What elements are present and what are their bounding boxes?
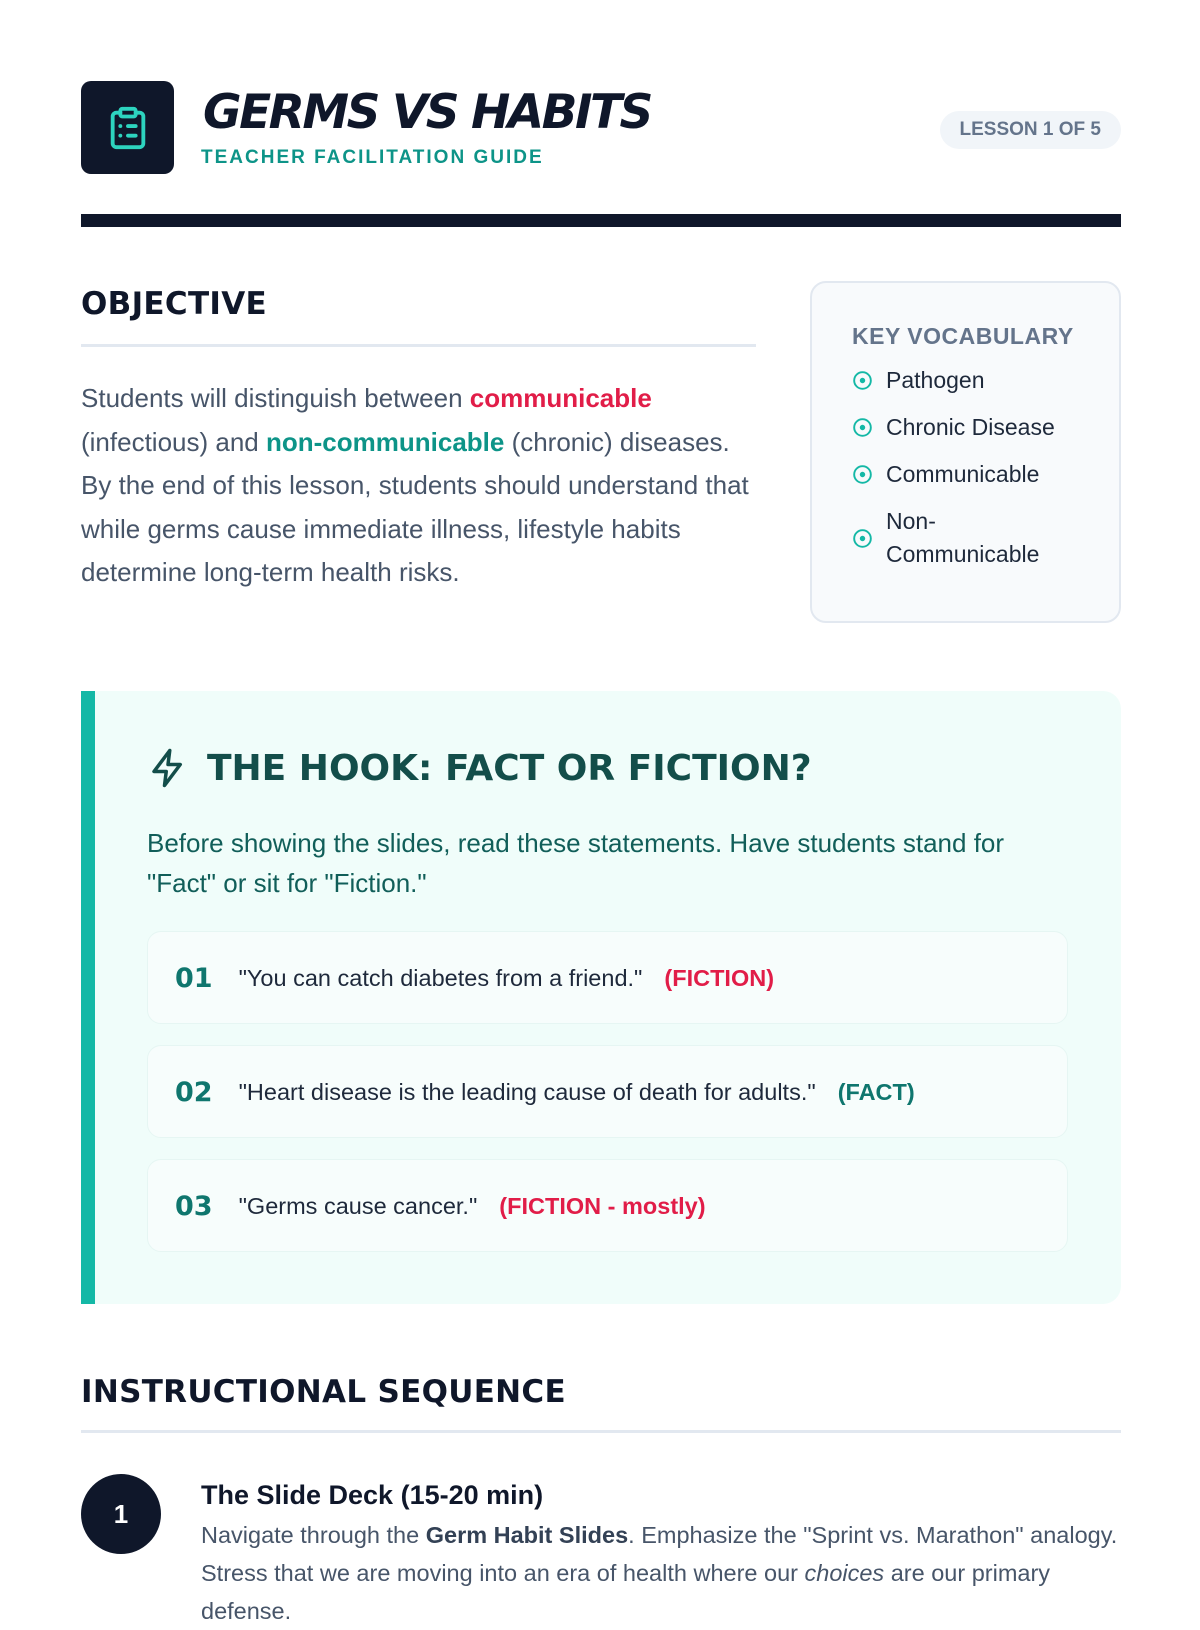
step-number-badge: 1 [81, 1474, 161, 1554]
hook-header [147, 747, 812, 789]
hook-title: THE HOOK: FACT OR FICTION? [207, 747, 812, 789]
header-divider [81, 214, 1121, 227]
vocabulary-item [852, 505, 1089, 571]
hook-section [81, 691, 1121, 1304]
key-vocabulary-card [810, 281, 1121, 623]
statement-text: "Heart disease is the leading cause of death for adults." [238, 1079, 816, 1105]
statement-number: 01 [175, 963, 213, 994]
lesson-badge: LESSON 1 OF 5 [940, 111, 1121, 149]
clipboard-list-icon [105, 105, 151, 151]
vocabulary-term: Pathogen [886, 367, 985, 393]
page-header [81, 81, 1121, 175]
target-circle-icon [852, 417, 873, 438]
step-text-part: Navigate through the [201, 1522, 426, 1548]
lightning-bolt-icon [147, 747, 189, 789]
logo-box [81, 81, 174, 174]
statement-verdict: (FACT) [837, 1079, 915, 1105]
choices-emphasis: choices [804, 1560, 885, 1586]
communicable-highlight: communicable [469, 383, 652, 413]
objective-text [81, 377, 756, 595]
target-circle-icon [852, 528, 873, 549]
vocabulary-heading: KEY VOCABULARY [852, 323, 1074, 349]
vocabulary-item [852, 411, 1089, 444]
statement-card [147, 1159, 1068, 1252]
step-description [201, 1516, 1121, 1630]
step-title: The Slide Deck (15-20 min) [201, 1480, 544, 1510]
statement-card [147, 931, 1068, 1024]
germ-habit-slides-emphasis: Germ Habit Slides [425, 1522, 629, 1548]
target-circle-icon [852, 464, 873, 485]
hook-instructions: Before showing the slides, read these statements. Have students stand for "Fact" or sit for "Fiction." [147, 828, 1005, 898]
step-text-part: . Emphasize the "Sprint vs. Marathon" analogy. Stress that we are moving into an era of health where our [201, 1522, 1118, 1586]
objective-text-part: Students will distinguish between [81, 383, 470, 413]
instructional-sequence-section [81, 1374, 1121, 1624]
objective-text-part: (chronic) diseases. By the end of this lesson, students should understand that while germs cause immediate illness, lifestyle habits determine long-term health risks. [81, 426, 749, 587]
vocabulary-item [852, 458, 1089, 491]
statement-number: 03 [175, 1191, 213, 1222]
vocabulary-item [852, 364, 1089, 397]
step-text-part: are our primary defense. [201, 1560, 1051, 1624]
vocabulary-term: Communicable [886, 461, 1040, 487]
statement-text: "Germs cause cancer." [238, 1193, 478, 1219]
objective-heading: OBJECTIVE [81, 286, 756, 347]
vocabulary-term: Chronic Disease [886, 414, 1055, 440]
statement-verdict: (FICTION - mostly) [499, 1193, 706, 1219]
non-communicable-highlight: non-communicable [265, 426, 505, 457]
target-circle-icon [852, 370, 873, 391]
page-subtitle: TEACHER FACILITATION GUIDE [201, 147, 544, 168]
vocabulary-term: Non-Communicable [886, 508, 1040, 567]
vocabulary-list [852, 364, 1089, 571]
objective-text-part: (infectious) and [81, 426, 266, 457]
statement-verdict: (FICTION) [664, 965, 775, 991]
objective-section [81, 286, 756, 595]
statement-text: "You can catch diabetes from a friend." [238, 965, 643, 991]
statement-number: 02 [175, 1077, 213, 1108]
page-title: GERMS VS HABITS [203, 85, 651, 140]
statement-card [147, 1045, 1068, 1138]
sequence-heading: INSTRUCTIONAL SEQUENCE [81, 1374, 1121, 1433]
